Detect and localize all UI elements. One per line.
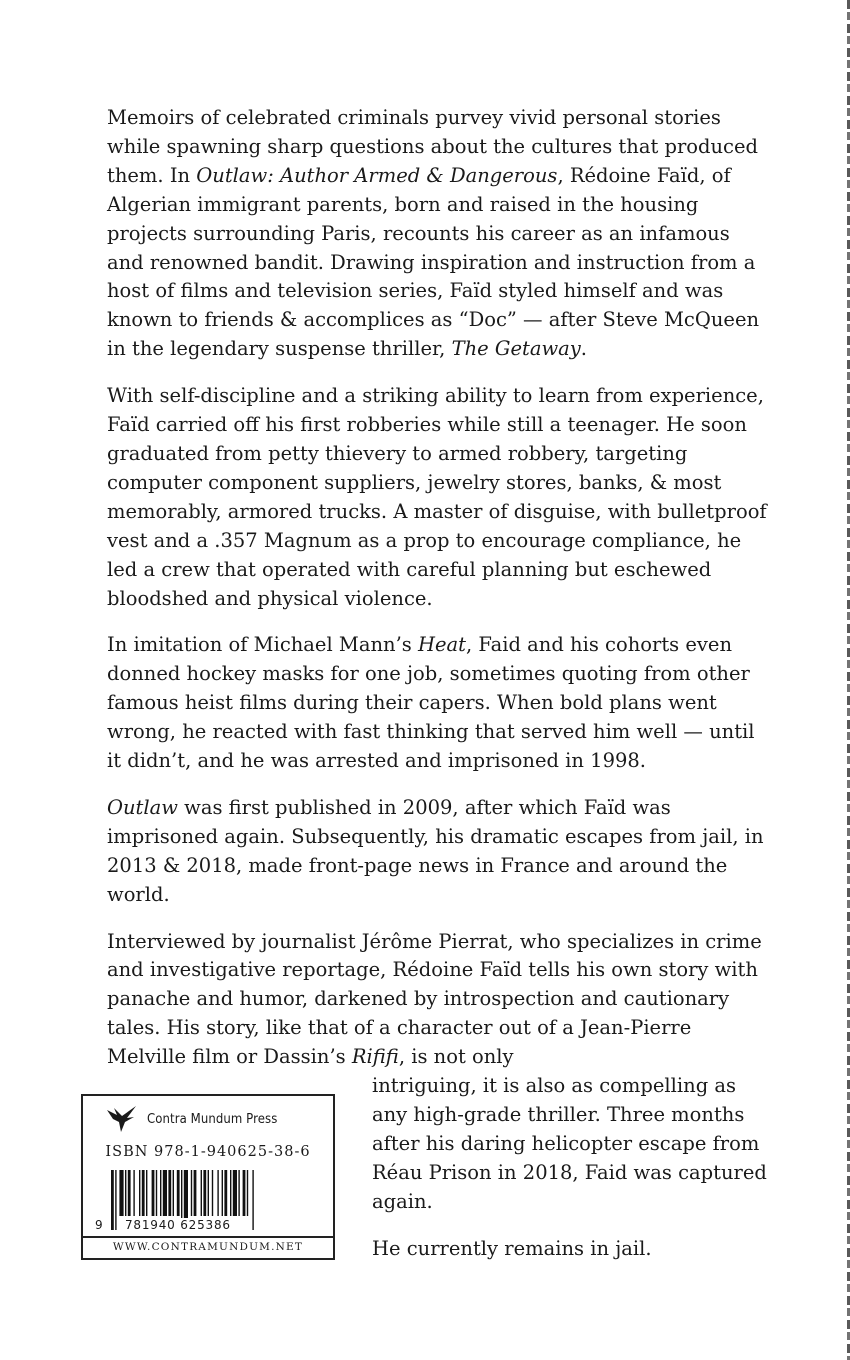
text-segment: Memoirs of celebrated criminals purvey vivid personal stories while spawning sharp questions about the cultures that produced them. In	[107, 106, 759, 187]
paragraph-4	[107, 794, 767, 910]
text-segment: was first published in 2009, after which Faïd was imprisoned again. Subsequently, his dramatic escapes from jail, in 2013 & 2018, made front-page news in France and around the world.	[107, 795, 764, 906]
publisher-name: Contra Mundum Press	[147, 1111, 278, 1127]
italic-title: Heat	[418, 633, 467, 657]
barcode-first-digit: 9	[95, 1218, 104, 1232]
text-segment: .	[580, 337, 587, 361]
text-segment: , is not only	[398, 1045, 514, 1069]
isbn-label: ISBN 978-1-940625-38-6	[105, 1144, 311, 1160]
italic-title: The Getaway	[451, 337, 581, 361]
text-segment: With self-discipline and a striking ability to learn from experience, Faïd carried off his first robberies while still a teenager. He soon graduated from petty thievery to armed robbery, targeting computer component suppliers, jewelry stores, banks, & most memorably, armored trucks. A master of disguise, with bulletproof vest and a .357 Magnum as a prop to encourage compliance, he led a crew that operated with careful planning but eschewed bloodshed and physical violence.	[107, 384, 767, 610]
text-segment: In imitation of Michael Mann’s	[107, 633, 419, 657]
barcode-number: 781940 625386	[125, 1218, 231, 1232]
closing-line: He currently remains in jail.	[372, 1236, 652, 1260]
paragraph-2	[107, 382, 767, 613]
paragraph-5	[107, 928, 767, 1217]
text-segment: , Faid and his cohorts even donned hockey masks for one job, sometimes quoting from other famous heist films during their capers. When bold plans went wrong, he reacted with fast thinking that served him well — until it didn’t, and he was arrested and imprisoned in 1998.	[107, 633, 755, 773]
text-segment: Interviewed by journalist Jérôme Pierrat, who specializes in crime and investigative reportage, Rédoine Faïd tells his own story with panache and humor, darkened by introspection and cautionary tales. His story, like that of a character out of a Jean-Pierre Melville film or Dassin’s	[107, 929, 762, 1069]
italic-title: Outlaw: Author Armed & Dangerous	[196, 163, 558, 187]
publisher-url: WWW.CONTRAMUNDUM.NET	[112, 1241, 304, 1253]
paragraph-3	[107, 631, 767, 776]
paragraph-1	[107, 104, 767, 364]
italic-title: Rififi	[351, 1045, 399, 1069]
italic-title: Outlaw	[107, 795, 178, 819]
barcode-wrap-space	[107, 1072, 372, 1262]
text-segment: intriguing, it is also as compelling as any high-grade thriller. Three months after his daring helicopter escape from Réau Prison in 2018, Faid was captured again.	[372, 1074, 767, 1213]
back-cover-text	[107, 104, 767, 1264]
text-segment: , Rédoine Faïd, of Algerian immigrant parents, born and raised in the housing projects surrounding Paris, recounts his career as an infamous and renowned bandit. Drawing inspiration and instruction from a host of films and television series, Faïd styled himself and was known to friends & accomplices as “Doc” — after Steve McQueen in the legendary suspense thriller,	[107, 163, 760, 361]
